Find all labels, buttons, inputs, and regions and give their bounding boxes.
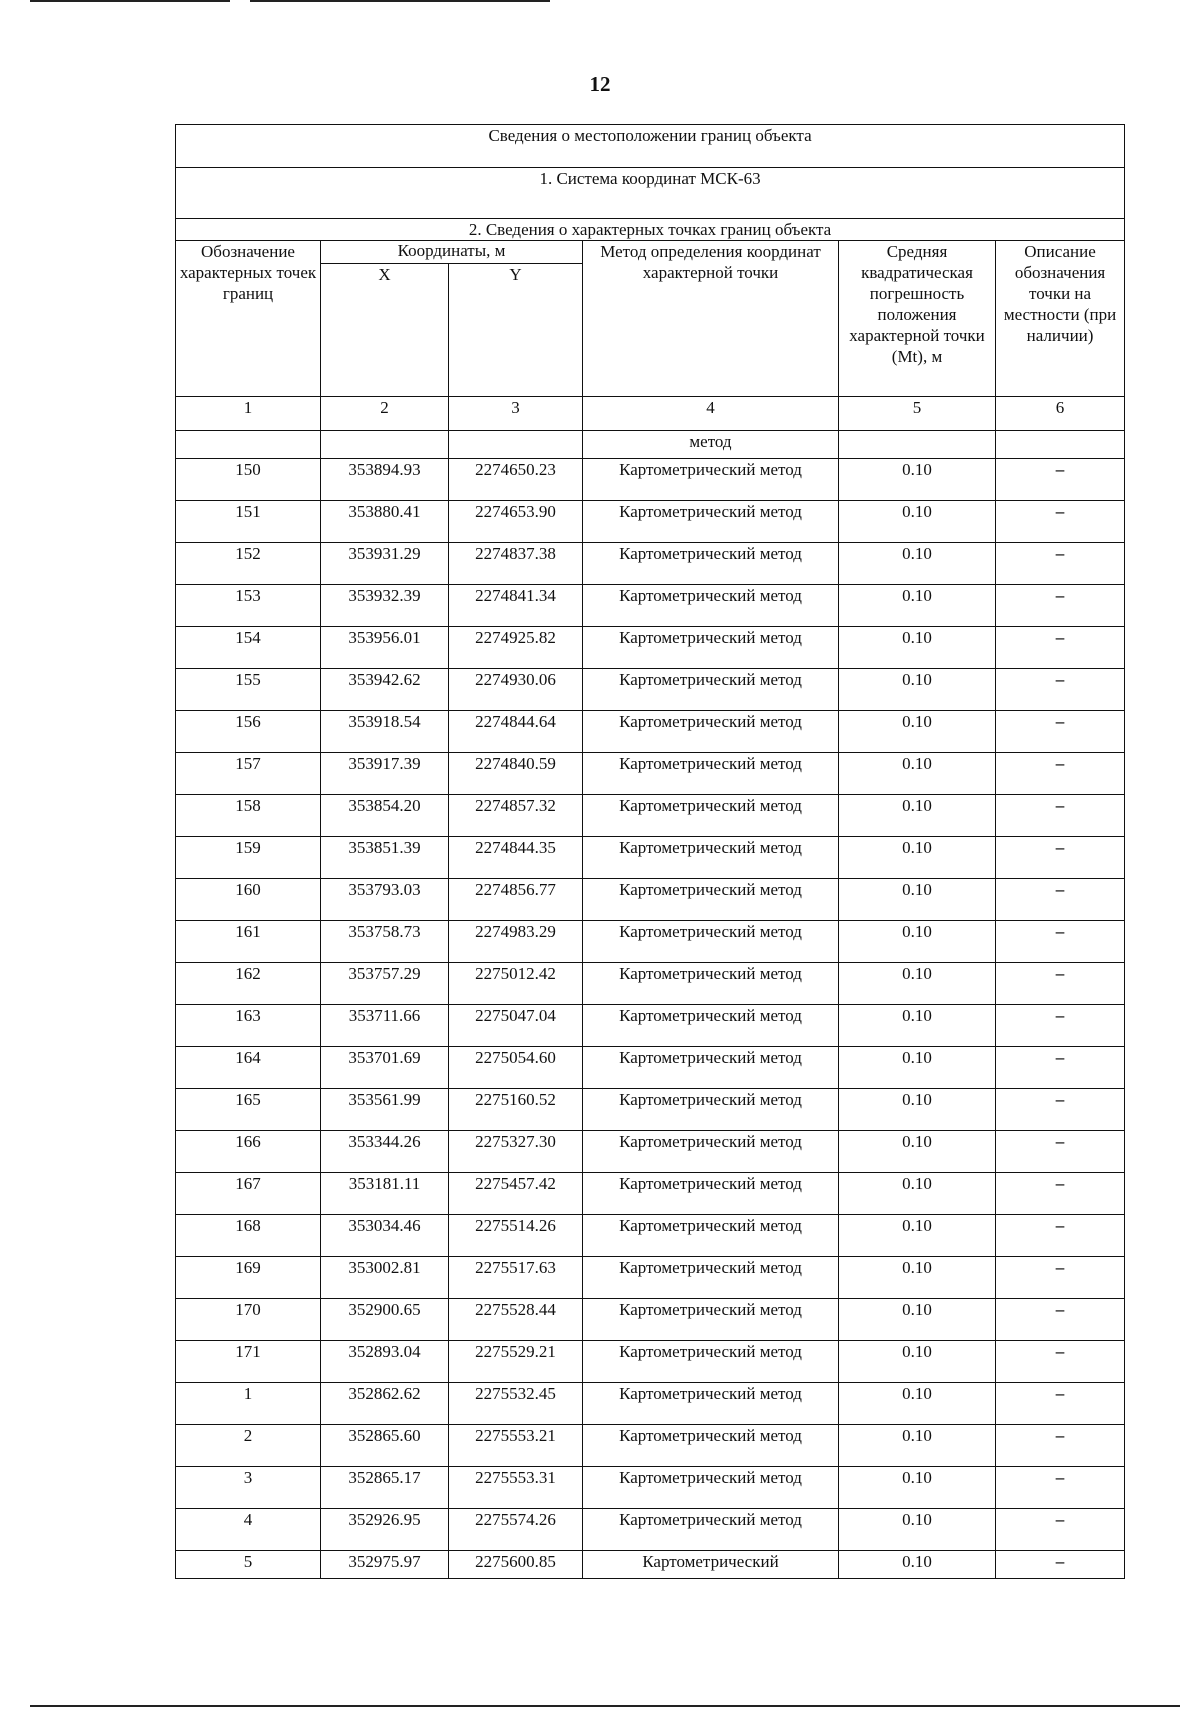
description: – [996,627,1125,669]
description: – [996,1341,1125,1383]
coord-y: 2275160.52 [449,1089,583,1131]
error-value: 0.10 [839,1341,996,1383]
error-value: 0.10 [839,711,996,753]
error-value: 0.10 [839,585,996,627]
coord-x: 352900.65 [321,1299,449,1341]
method: Картометрический метод [583,879,839,921]
coord-x: 353181.11 [321,1173,449,1215]
method: Картометрический метод [583,1215,839,1257]
coord-y: 2275517.63 [449,1257,583,1299]
error-value: 0.10 [839,963,996,1005]
column-number: 6 [996,397,1125,431]
description: – [996,1005,1125,1047]
header-error: Средняя квадратическая погрешность положения характерной точки (Mt), м [839,241,996,397]
error-value: 0.10 [839,1047,996,1089]
header-coords: Координаты, м [321,241,583,264]
error-value: 0.10 [839,753,996,795]
table-row [176,1551,1125,1579]
coord-y: 2275047.04 [449,1005,583,1047]
method: Картометрический метод [583,1047,839,1089]
error-value: 0.10 [839,459,996,501]
coord-y: 2274837.38 [449,543,583,585]
coord-x: 353880.41 [321,501,449,543]
section-title: 2. Сведения о характерных точках границ объекта [176,219,1125,241]
method: Картометрический метод [583,1299,839,1341]
method: Картометрический метод [583,1131,839,1173]
point-id: 167 [176,1173,321,1215]
error-value: 0.10 [839,1299,996,1341]
column-number: 5 [839,397,996,431]
error-value: 0.10 [839,669,996,711]
table-row [176,879,1125,921]
method: Картометрический метод [583,501,839,543]
description: – [996,795,1125,837]
description: – [996,1257,1125,1299]
coord-x: 353034.46 [321,1215,449,1257]
table-row [176,1089,1125,1131]
table-row [176,669,1125,711]
coord-x: 352865.17 [321,1467,449,1509]
point-id: 161 [176,921,321,963]
error-value: 0.10 [839,1467,996,1509]
description: – [996,711,1125,753]
coord-x: 353561.99 [321,1089,449,1131]
scan-artifact-bottom [30,1705,1180,1707]
description: – [996,669,1125,711]
table-row [176,837,1125,879]
coord-y: 2275012.42 [449,963,583,1005]
description: – [996,1047,1125,1089]
error-value: 0.10 [839,1551,996,1579]
description: – [996,837,1125,879]
table-row [176,1173,1125,1215]
coord-y: 2274857.32 [449,795,583,837]
coord-y: 2274844.35 [449,837,583,879]
coord-x: 353757.29 [321,963,449,1005]
error-value: 0.10 [839,1509,996,1551]
coord-x: 352865.60 [321,1425,449,1467]
coord-x: 353854.20 [321,795,449,837]
continuation-row [176,431,1125,459]
error-value: 0.10 [839,879,996,921]
header-designation: Обозначение характерных точек границ [176,241,321,397]
table-row [176,963,1125,1005]
description: – [996,1509,1125,1551]
coord-x: 353918.54 [321,711,449,753]
coord-x: 352975.97 [321,1551,449,1579]
table-row [176,1341,1125,1383]
method: Картометрический метод [583,711,839,753]
description: – [996,1299,1125,1341]
table-row [176,627,1125,669]
column-number: 4 [583,397,839,431]
error-value: 0.10 [839,1257,996,1299]
point-id: 169 [176,1257,321,1299]
coord-x: 353851.39 [321,837,449,879]
table-row [176,459,1125,501]
error-value: 0.10 [839,921,996,963]
coord-y: 2274930.06 [449,669,583,711]
method: Картометрический метод [583,1173,839,1215]
coord-y: 2275514.26 [449,1215,583,1257]
point-id: 166 [176,1131,321,1173]
point-id: 3 [176,1467,321,1509]
description: – [996,585,1125,627]
coord-y: 2275529.21 [449,1341,583,1383]
error-value: 0.10 [839,543,996,585]
method: Картометрический метод [583,585,839,627]
description: – [996,459,1125,501]
method: Картометрический метод [583,1467,839,1509]
coord-y: 2274856.77 [449,879,583,921]
point-id: 2 [176,1425,321,1467]
coord-x: 352893.04 [321,1341,449,1383]
header-y: Y [449,264,583,397]
error-value: 0.10 [839,1173,996,1215]
coord-y: 2275553.31 [449,1467,583,1509]
error-value: 0.10 [839,1131,996,1173]
point-id: 151 [176,501,321,543]
method: Картометрический метод [583,753,839,795]
coord-y: 2275054.60 [449,1047,583,1089]
method: Картометрический метод [583,1089,839,1131]
coord-x: 353344.26 [321,1131,449,1173]
coord-y: 2275553.21 [449,1425,583,1467]
point-id: 164 [176,1047,321,1089]
point-id: 1 [176,1383,321,1425]
method: Картометрический метод [583,1383,839,1425]
point-id: 171 [176,1341,321,1383]
error-value: 0.10 [839,1383,996,1425]
method: Картометрический метод [583,795,839,837]
description: – [996,1173,1125,1215]
method: Картометрический метод [583,1257,839,1299]
coord-x: 352926.95 [321,1509,449,1551]
description: – [996,1383,1125,1425]
coord-x: 353894.93 [321,459,449,501]
point-id: 165 [176,1089,321,1131]
coord-y: 2274983.29 [449,921,583,963]
table-row [176,1383,1125,1425]
method: Картометрический метод [583,1509,839,1551]
method: Картометрический метод [583,1341,839,1383]
description: – [996,1089,1125,1131]
coord-y: 2275528.44 [449,1299,583,1341]
boundary-points-table [175,124,1125,1579]
description: – [996,1131,1125,1173]
table-row [176,1005,1125,1047]
table-row [176,921,1125,963]
table-row [176,501,1125,543]
scan-artifact-top-2 [250,0,550,2]
coord-x: 353956.01 [321,627,449,669]
description: – [996,921,1125,963]
table-row [176,1047,1125,1089]
error-value: 0.10 [839,837,996,879]
table-row [176,585,1125,627]
coord-y: 2275457.42 [449,1173,583,1215]
coord-y: 2275574.26 [449,1509,583,1551]
description: – [996,501,1125,543]
coord-y: 2274841.34 [449,585,583,627]
coord-x: 353701.69 [321,1047,449,1089]
description: – [996,543,1125,585]
method: Картометрический метод [583,1425,839,1467]
error-value: 0.10 [839,1425,996,1467]
point-id: 153 [176,585,321,627]
point-id: 162 [176,963,321,1005]
coord-x: 353758.73 [321,921,449,963]
method: Картометрический метод [583,669,839,711]
method: Картометрический метод [583,963,839,1005]
table-row [176,753,1125,795]
coord-x: 352862.62 [321,1383,449,1425]
point-id: 159 [176,837,321,879]
table-row [176,1467,1125,1509]
description: – [996,753,1125,795]
table-title: Сведения о местоположении границ объекта [176,125,1125,168]
column-number: 3 [449,397,583,431]
coord-y: 2275532.45 [449,1383,583,1425]
coord-x: 353793.03 [321,879,449,921]
point-id: 155 [176,669,321,711]
coord-x: 353917.39 [321,753,449,795]
column-number: 2 [321,397,449,431]
error-value: 0.10 [839,1005,996,1047]
coord-y: 2274844.64 [449,711,583,753]
page-number: 12 [589,72,611,96]
column-number: 1 [176,397,321,431]
table-row [176,1425,1125,1467]
description: – [996,963,1125,1005]
point-id: 156 [176,711,321,753]
table-row [176,543,1125,585]
coord-y: 2275600.85 [449,1551,583,1579]
method: Картометрический метод [583,459,839,501]
coord-x: 353931.29 [321,543,449,585]
coord-y: 2274653.90 [449,501,583,543]
method: Картометрический метод [583,543,839,585]
continuation-method: метод [583,431,839,459]
coord-y: 2275327.30 [449,1131,583,1173]
point-id: 158 [176,795,321,837]
description: – [996,1551,1125,1579]
table-row [176,1257,1125,1299]
description: – [996,1215,1125,1257]
point-id: 170 [176,1299,321,1341]
coord-x: 353711.66 [321,1005,449,1047]
point-id: 4 [176,1509,321,1551]
coord-system: 1. Система координат МСК-63 [176,168,1125,219]
column-numbers-row [176,397,1125,431]
table-row [176,1215,1125,1257]
description: – [996,1467,1125,1509]
point-id: 157 [176,753,321,795]
scan-artifact-top [30,0,230,2]
point-id: 5 [176,1551,321,1579]
header-method: Метод определения координат характерной точки [583,241,839,397]
header-x: X [321,264,449,397]
header-description: Описание обозначения точки на местности (при наличии) [996,241,1125,397]
coord-x: 353942.62 [321,669,449,711]
coord-x: 353932.39 [321,585,449,627]
method: Картометрический метод [583,627,839,669]
error-value: 0.10 [839,1215,996,1257]
coord-x: 353002.81 [321,1257,449,1299]
table-row [176,711,1125,753]
method: Картометрический метод [583,1005,839,1047]
point-id: 168 [176,1215,321,1257]
table-row [176,1509,1125,1551]
point-id: 163 [176,1005,321,1047]
table-row [176,795,1125,837]
coord-y: 2274650.23 [449,459,583,501]
table-row [176,1131,1125,1173]
method: Картометрический метод [583,921,839,963]
error-value: 0.10 [839,795,996,837]
description: – [996,879,1125,921]
description: – [996,1425,1125,1467]
coord-y: 2274925.82 [449,627,583,669]
point-id: 152 [176,543,321,585]
method: Картометрический метод [583,837,839,879]
error-value: 0.10 [839,501,996,543]
point-id: 150 [176,459,321,501]
error-value: 0.10 [839,1089,996,1131]
point-id: 154 [176,627,321,669]
method: Картометрический [583,1551,839,1579]
coord-y: 2274840.59 [449,753,583,795]
table-row [176,1299,1125,1341]
error-value: 0.10 [839,627,996,669]
point-id: 160 [176,879,321,921]
